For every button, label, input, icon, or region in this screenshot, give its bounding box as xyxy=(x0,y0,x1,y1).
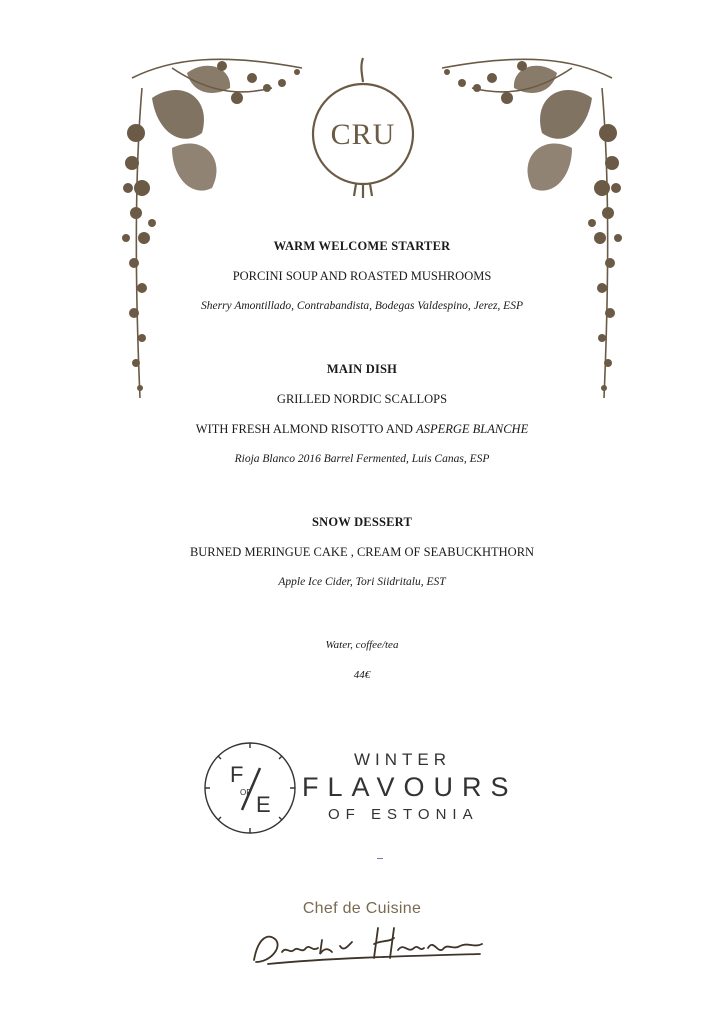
course-dish-detail-italic: ASPERGE BLANCHE xyxy=(416,422,529,436)
course-dish-detail-text: WITH FRESH ALMOND RISOTTO AND xyxy=(195,422,417,436)
price: 44€ xyxy=(353,669,371,681)
badge-letter-of: OF xyxy=(240,788,252,797)
course-dish-detail xyxy=(0,421,724,437)
wine-pairing: Apple Ice Cider, Tori Siidritalu, EST xyxy=(278,576,446,588)
cru-logo xyxy=(304,56,422,206)
course-main xyxy=(0,361,724,467)
compass-badge-icon xyxy=(202,740,298,836)
menu-body xyxy=(0,238,724,683)
badge-letter-f: F xyxy=(230,762,244,787)
event-line-winter: WINTER xyxy=(354,750,452,769)
event-line-estonia: OF ESTONIA xyxy=(328,806,479,823)
chef-signature xyxy=(248,918,488,968)
tiny-link-mark[interactable] xyxy=(377,858,383,859)
logo-text: CRU xyxy=(330,118,396,151)
course-dish: PORCINI SOUP AND ROASTED MUSHROOMS xyxy=(232,269,492,283)
extras-text: Water, coffee/tea xyxy=(325,639,399,651)
course-heading: SNOW DESSERT xyxy=(311,515,413,529)
course-dish: BURNED MERINGUE CAKE , CREAM OF SEABUCKHTHORN xyxy=(189,545,535,559)
course-heading: WARM WELCOME STARTER xyxy=(273,239,451,253)
wine-pairing: Rioja Blanco 2016 Barrel Fermented, Luis Canas, ESP xyxy=(234,453,490,465)
event-line-flavours: FLAVOURS xyxy=(302,772,518,802)
course-heading: MAIN DISH xyxy=(326,362,398,376)
course-starter xyxy=(0,238,724,314)
wine-pairing: Sherry Amontillado, Contrabandista, Bodegas Valdespino, Jerez, ESP xyxy=(201,300,523,312)
event-title xyxy=(302,750,532,823)
chef-title: Chef de Cuisine xyxy=(302,900,422,917)
badge-letter-e: E xyxy=(256,792,271,817)
course-dessert xyxy=(0,514,724,590)
course-dish: GRILLED NORDIC SCALLOPS xyxy=(276,392,448,406)
